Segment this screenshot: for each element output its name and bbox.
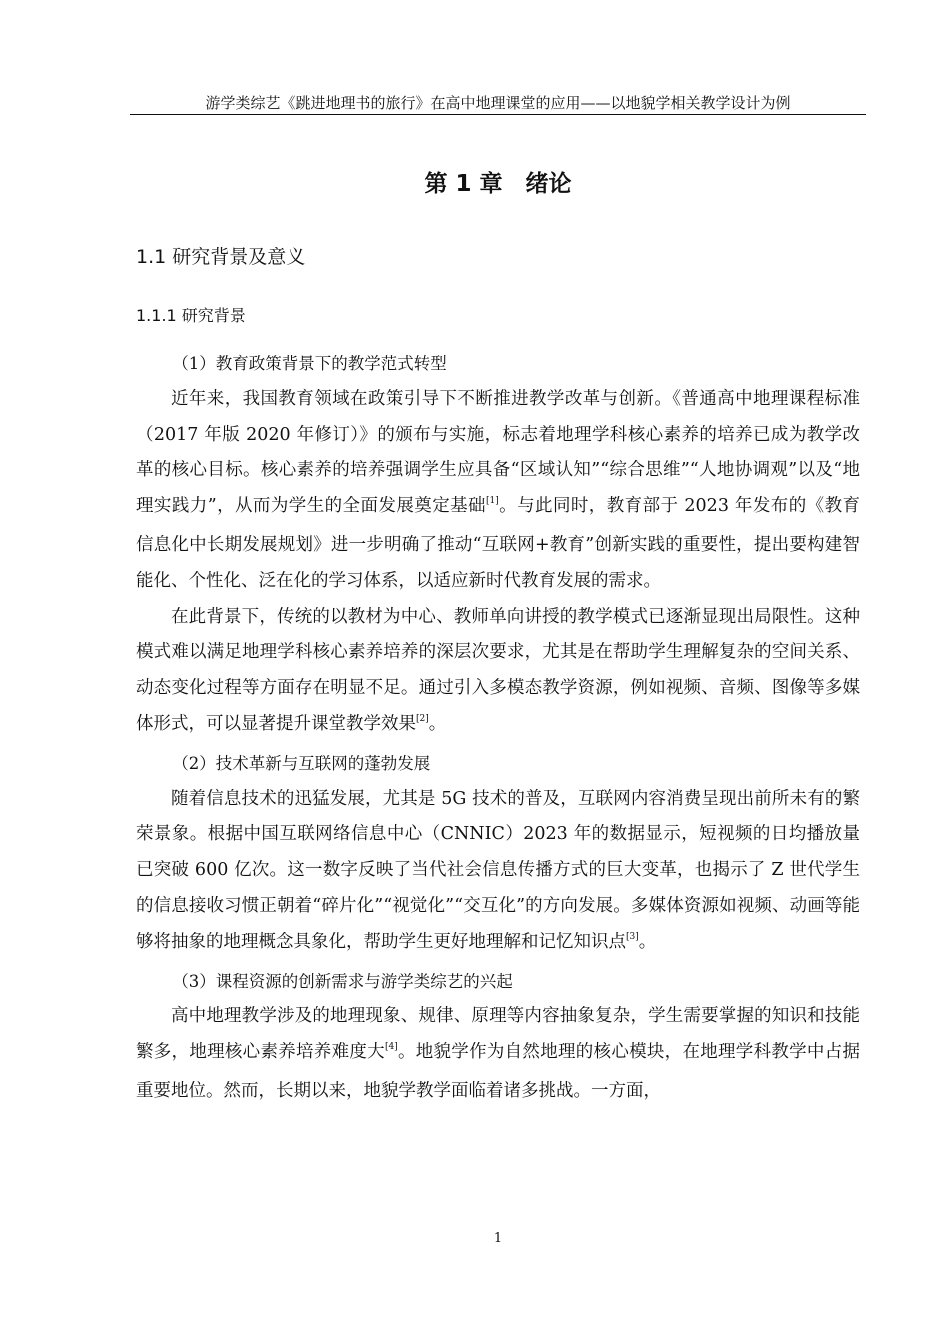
paragraph-heading-technology: （2）技术革新与互联网的蓬勃发展 — [172, 753, 431, 773]
header-rule — [130, 114, 866, 115]
section-heading: 1.1 研究背景及意义 — [136, 246, 306, 268]
page-number: 1 — [493, 1231, 503, 1246]
paragraph-text: 。与此同时，教育部于 2023 年发布的《教育信息化中长期发展规划》进一步明确了推动“互联网+教育”创新实践的重要性，提出要构建智能化、个性化、泛在化的学习体系，以适应新时代教育发展的需求。 — [136, 496, 860, 591]
paragraph-text: 。 — [428, 713, 447, 734]
paragraph-heading-policy: （1）教育政策背景下的教学范式转型 — [172, 354, 447, 373]
paragraph-text: 随着信息技术的迅猛发展，尤其是 5G 技术的普及，互联网内容消费呈现出前所未有的繁荣景象。根据中国互联网络信息中心（CNNIC）2023 年的数据显示，短视频的日均播放量已突破 600 亿次。这一数字反映了当代社会信息传播方式的巨大变革，也揭示了 Z 世代学生的信息接收习惯正朝着“碎片化”“视觉化”“交互化”的方向发展。多媒体资源如视频、动画等能够将抽象的地理概念具象化，帮助学生更好地理解和记忆知识点 — [136, 788, 860, 952]
paragraph-text: 近年来，我国教育领域在政策引导下不断推进教学改革与创新。《普通高中地理课程标准（2017 年版 2020 年修订）》的颁布与实施，标志着地理学科核心素养的培养已成为教学改革的核心目标。核心素养的培养强调学生应具备“区域认知”“综合思维”“人地协调观”以及“地理实践力”，从而为学生的全面发展奠定基础 — [136, 388, 860, 517]
citation-ref: [1] — [485, 496, 499, 507]
paragraph-text: 高中地理教学涉及的地理现象、规律、原理等内容抽象复杂，学生需要掌握的知识和技能繁多，地理核心素养培养难度大 — [136, 1006, 860, 1063]
paragraph-resources — [136, 999, 860, 1109]
running-header: 游学类综艺《跳进地理书的旅行》在高中地理课堂的应用——以地貌学相关教学设计为例 — [205, 94, 791, 112]
paragraph-text: 。 — [638, 931, 657, 952]
subsection-heading: 1.1.1 研究背景 — [136, 306, 246, 325]
paragraph-heading-resources: （3）课程资源的创新需求与游学类综艺的兴起 — [172, 971, 513, 991]
paragraph-policy — [136, 382, 860, 600]
chapter-title: 第 1 章 绪论 — [424, 171, 572, 197]
paragraph-text: 。地貌学作为自然地理的核心模块，在地理学科教学中占据重要地位。然而，长期以来，地貌学教学面临着诸多挑战。一方面， — [136, 1042, 860, 1101]
body-text — [136, 346, 860, 1110]
citation-ref: [4] — [384, 1042, 398, 1053]
paragraph-technology — [136, 782, 860, 964]
paragraph-text: 在此背景下，传统的以教材为中心、教师单向讲授的教学模式已逐渐显现出局限性。这种模式难以满足地理学科核心素养培养的深层次要求，尤其是在帮助学生理解复杂的空间关系、动态变化过程等方面存在明显不足。通过引入多模态教学资源，例如视频、音频、图像等多媒体形式，可以显著提升课堂教学效果 — [136, 606, 860, 734]
paragraph-context — [136, 600, 860, 746]
citation-ref: [3] — [626, 931, 639, 942]
citation-ref: [2] — [416, 713, 429, 724]
